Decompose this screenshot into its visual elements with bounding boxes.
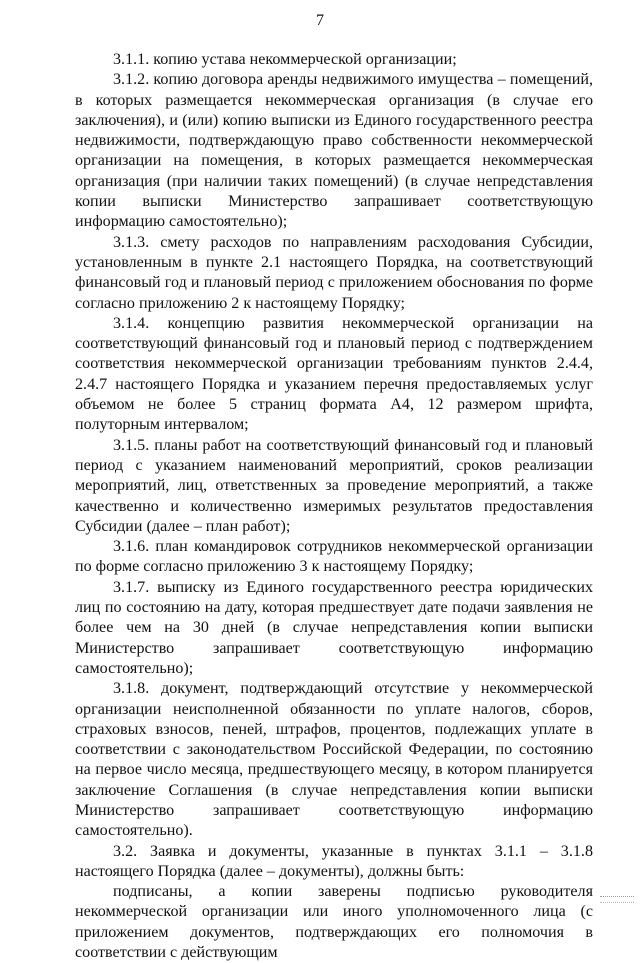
paragraph-3-1-4: 3.1.4. концепцию развития некоммерческой организации на соответствующий финансовый год и плановый период с подтверждением соответствия некоммерческой организации требованиям пунктов 2.4.4, 2.4.7 настоящего Порядка и указанием перечня предоставляемых услуг объемом не более 5 страниц формата А4, 12 размером шрифта, полуторным интервалом; <box>75 314 593 434</box>
paragraph-3-1-7: 3.1.7. выписку из Единого государственного реестра юридических лиц по состоянию на дату, которая предшествует дате подачи заявления не более чем на 30 дней (в случае непредставления копии выписки Министерство запрашивает соответствующую информацию самостоятельно); <box>75 578 593 677</box>
scan-corner-mark <box>600 896 634 903</box>
page-number: 7 <box>316 12 324 29</box>
paragraph-3-2: 3.2. Заявка и документы, указанные в пунктах 3.1.1 – 3.1.8 настоящего Порядка (далее – документы), должны быть: <box>75 842 593 880</box>
paragraph-3-1-5: 3.1.5. планы работ на соответствующий финансовый год и плановый период с указанием наименований мероприятий, сроков реализации мероприятий, лиц, ответственных за проведение мероприятий, а также качественно и количественно измеримых результатов предоставления Субсидии (далее – план работ); <box>75 436 593 535</box>
paragraph-3-1-6: 3.1.6. план командировок сотрудников некоммерческой организации по форме согласно приложению 3 к настоящему Порядку; <box>75 538 593 576</box>
paragraph-3-1-8: 3.1.8. документ, подтверждающий отсутствие у некоммерческой организации неисполненной обязанности по уплате налогов, сборов, страховых взносов, пеней, штрафов, процентов, подлежащих уплате в соответствии с законодательством Российской Федерации, по состоянию на первое число месяца, предшествующего месяцу, в котором планируется заключение Соглашения (в случае непредставления копии выписки Министерство запрашивает соответствующую информацию самостоятельно). <box>75 680 593 840</box>
paragraph-3-1-1: 3.1.1. копию устава некоммерческой организации; <box>113 51 457 68</box>
document-body <box>75 50 593 963</box>
paragraph-3-2-signed: подписаны, а копии заверены подписью руководителя некоммерческой организации или иного уполномоченного лица (с приложением документов, подтверждающих его полномочия в соответствии с действующим <box>75 883 593 962</box>
paragraph-3-1-3: 3.1.3. смету расходов по направлениям расходования Субсидии, установленным в пункте 2.1 настоящего Порядка, на соответствующий финансовый год и плановый период с приложением обоснования по форме согласно приложению 2 к настоящему Порядку; <box>75 233 593 312</box>
paragraph-3-1-2: 3.1.2. копию договора аренды недвижимого имущества – помещений, в которых размещается некоммерческая организация (в случае его заключения), и (или) копию выписки из Единого государственного реестра недвижимости, подтверждающую право собственности некоммерческой организации на помещения, в которых размещается некоммерческая организация (при наличии таких помещений) (в случае непредставления копии выписки Министерство запрашивает соответствующую информацию самостоятельно); <box>75 71 593 231</box>
